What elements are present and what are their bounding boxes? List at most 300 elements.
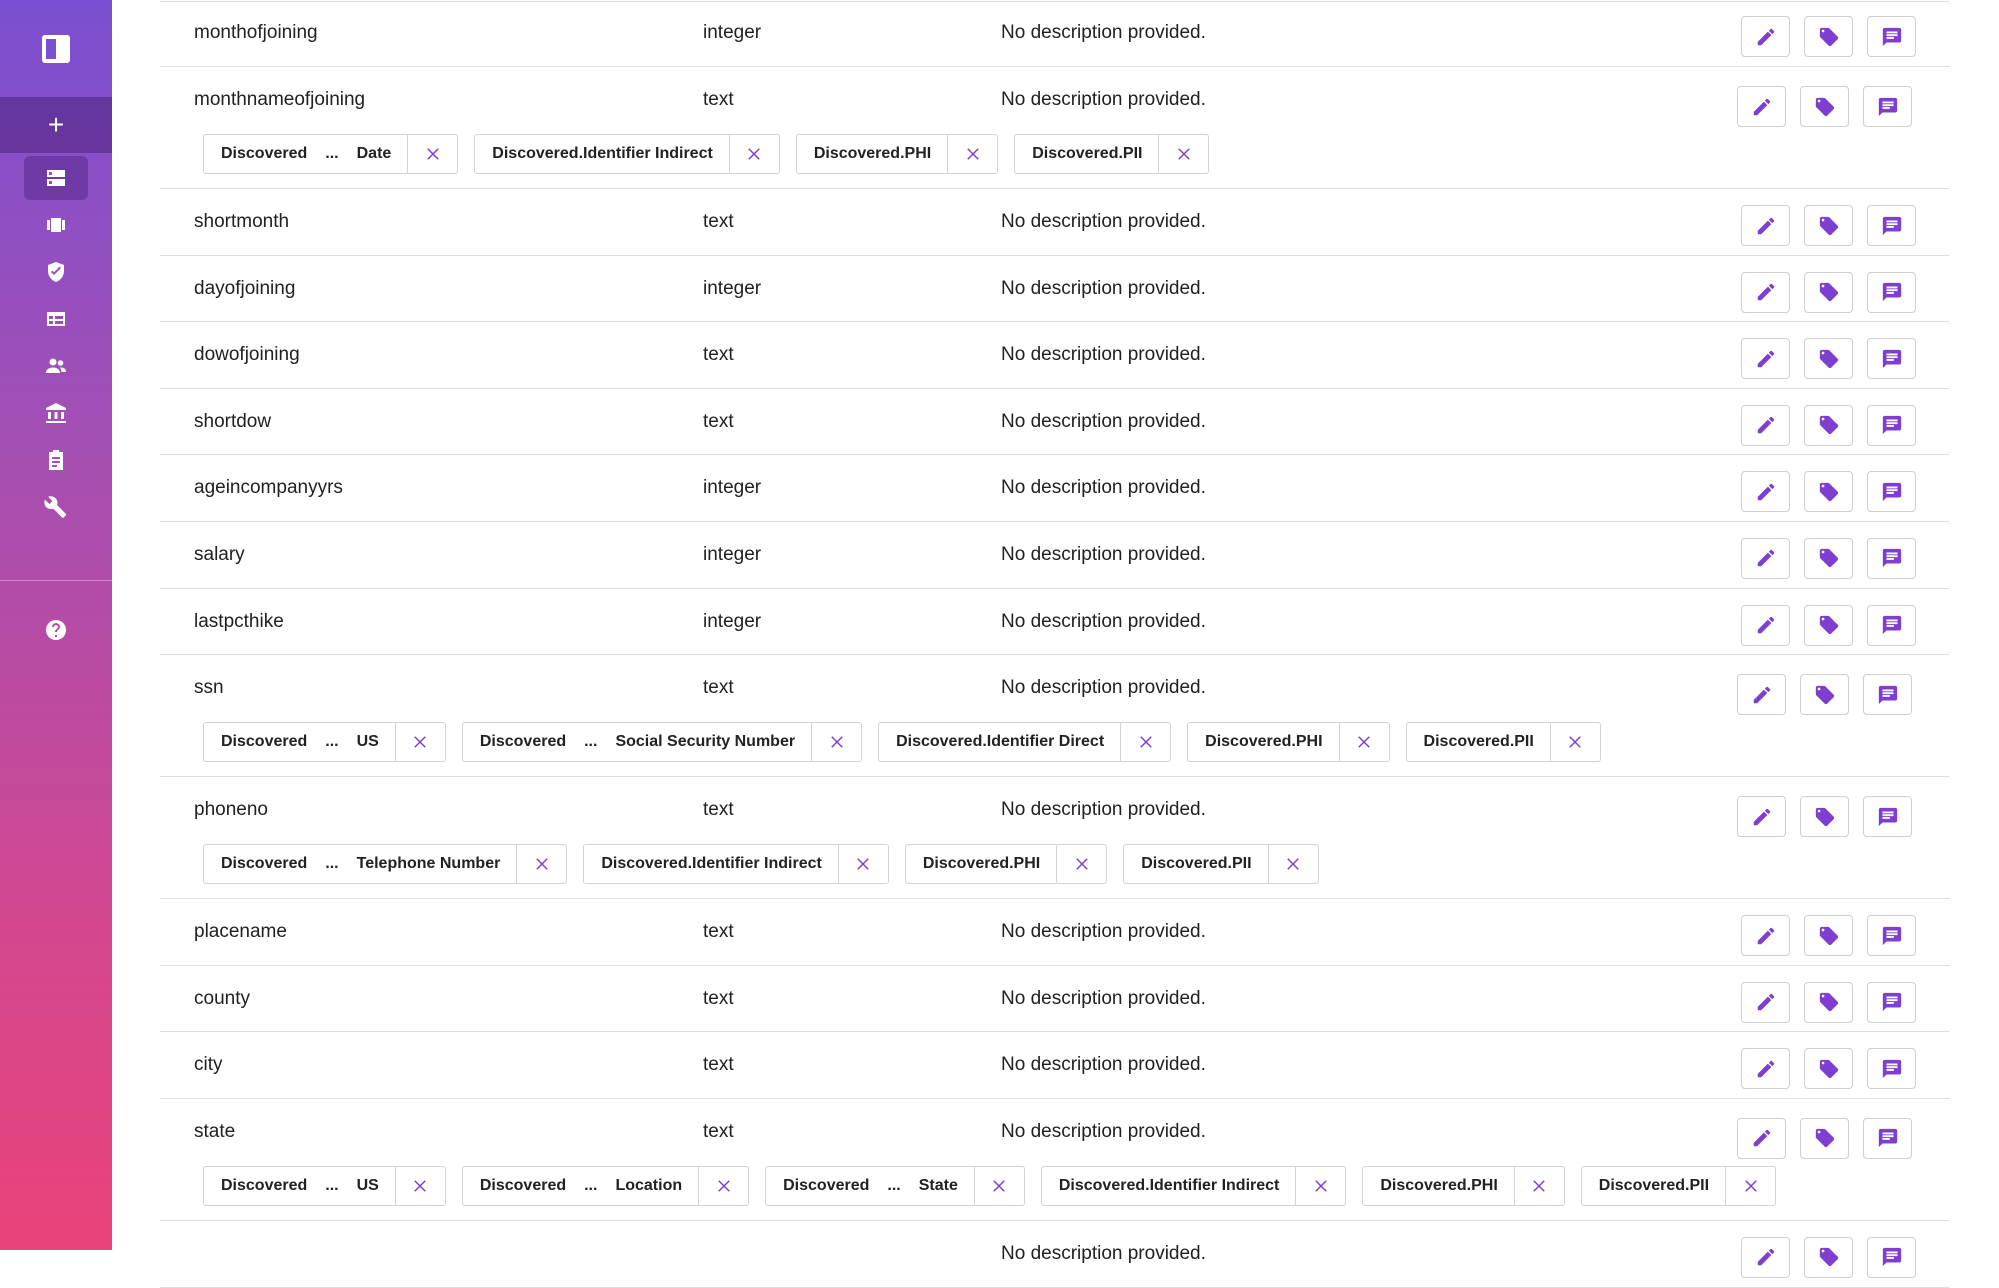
close-icon [533,855,551,873]
comment-button[interactable] [1867,405,1916,446]
column-description: No description provided. [1001,1242,1206,1264]
close-icon [1742,1177,1760,1195]
wrench-icon [44,495,68,519]
comment-icon [1881,481,1903,503]
tag-label-part: ... [887,1176,901,1194]
row-actions [1737,86,1912,127]
tag-label-part: Social Security Number [615,733,796,751]
table-row [160,1099,1950,1221]
tag-label-part: Discovered.Identifier Indirect [492,145,713,162]
tag-label-part: Discovered [783,1176,870,1194]
tag-icon [1818,281,1840,303]
comment-icon [1881,414,1903,436]
comment-icon [1877,684,1899,706]
column-type: text [703,987,734,1009]
tag-icon [1818,991,1840,1013]
sidebar-item-table[interactable] [24,297,88,341]
column-type: integer [703,543,762,565]
comment-icon [1877,806,1899,828]
column-name: shortmonth [194,211,290,232]
row-actions [1741,471,1916,512]
column-description: No description provided. [1001,543,1206,565]
remove-tag-button[interactable] [1339,723,1389,761]
remove-tag-button[interactable] [838,845,888,883]
tag-label-part: ... [584,1176,598,1194]
tag-chip[interactable] [203,134,458,174]
column-type: text [703,799,734,821]
tag-chip[interactable] [905,844,1107,884]
comment-button[interactable] [1867,1048,1916,1089]
help-button[interactable] [24,608,88,652]
tag-icon [1818,481,1840,503]
sidebar-item-wrench[interactable] [24,485,88,529]
add-tag-button[interactable] [1800,86,1849,127]
row-actions [1741,205,1916,246]
tag-chip[interactable] [1581,1166,1776,1206]
tag-label [463,1177,698,1195]
close-icon [990,1177,1008,1195]
column-type: text [703,1120,734,1142]
tag-label [1582,1177,1725,1195]
tag-icon [1818,1058,1840,1080]
tag-label-part: State [918,1176,958,1194]
tag-chip[interactable] [1187,722,1389,762]
edit-button[interactable] [1741,982,1790,1023]
remove-tag-button[interactable] [974,1167,1024,1205]
column-description: No description provided. [1001,277,1206,299]
tag-list [203,134,1209,174]
tag-icon [1814,684,1836,706]
close-icon [1355,733,1373,751]
comment-button[interactable] [1867,338,1916,379]
add-tag-button[interactable] [1804,982,1853,1023]
tag-label-part: ... [325,855,339,873]
pencil-icon [1755,1246,1777,1268]
table-row [160,455,1950,522]
close-icon [1312,1177,1330,1195]
close-icon [1284,855,1302,873]
column-type: text [703,677,734,699]
column-name: monthnameofjoining [194,89,366,110]
row-actions [1741,338,1916,379]
add-tag-button[interactable] [1804,538,1853,579]
pencil-icon [1751,96,1773,118]
tag-label-part: Discovered.PII [1598,1176,1710,1194]
remove-tag-button[interactable] [1725,1167,1775,1205]
tag-label-part: Discovered [479,733,567,751]
column-name: salary [194,543,245,565]
column-type: text [703,89,734,110]
sidebar-item-bank[interactable] [24,391,88,435]
tag-label [1188,733,1338,751]
columns-table [160,0,1950,1288]
pencil-icon [1755,1058,1777,1080]
comment-button[interactable] [1863,796,1912,837]
comment-icon [1881,281,1903,303]
tag-icon [1818,26,1840,48]
tag-chip[interactable] [203,844,567,884]
remove-tag-button[interactable] [1268,845,1318,883]
add-tag-button[interactable] [1804,205,1853,246]
table-icon [44,307,68,331]
remove-tag-button[interactable] [1514,1167,1564,1205]
column-type: integer [703,277,762,299]
close-icon [424,145,442,163]
comment-button[interactable] [1863,674,1912,715]
close-icon [1175,145,1193,163]
tag-icon [1818,215,1840,237]
tag-label-part: ... [325,145,339,162]
remove-tag-button[interactable] [811,723,861,761]
column-name: dowofjoining [194,344,300,366]
column-description: No description provided. [1001,677,1206,699]
close-icon [828,733,846,751]
tag-label-part: Discovered.PII [1423,733,1534,751]
close-icon [1530,1177,1548,1195]
pencil-icon [1755,547,1777,569]
tag-label [1363,1177,1513,1195]
people-icon [44,354,68,378]
tag-icon [1818,925,1840,947]
tag-chip[interactable] [1362,1166,1564,1206]
edit-button[interactable] [1741,338,1790,379]
sidebar-item-collections[interactable] [24,203,88,247]
tag-label-part: ... [584,733,598,751]
tag-label [584,855,838,873]
edit-button[interactable] [1737,674,1786,715]
tag-label [1042,1177,1296,1195]
column-description: No description provided. [1001,344,1206,366]
tag-chip[interactable] [462,1166,749,1206]
sidebar [0,0,112,1250]
add-tag-button[interactable] [1804,338,1853,379]
add-tag-button[interactable] [1804,1237,1853,1278]
column-type: text [703,1054,734,1076]
row-actions [1737,674,1912,715]
table-row [160,1221,1950,1288]
row-actions [1737,796,1912,837]
edit-button[interactable] [1741,1237,1790,1278]
row-actions [1741,605,1916,646]
edit-button[interactable] [1741,1048,1790,1089]
table-row [160,777,1950,899]
edit-button[interactable] [1741,915,1790,956]
tag-chip[interactable] [1123,844,1318,884]
add-tag-button[interactable] [1804,1048,1853,1089]
close-icon [964,145,982,163]
tag-label-part: Discovered [221,733,308,751]
tag-chip[interactable] [474,134,780,174]
add-tag-button[interactable] [1804,405,1853,446]
tag-icon [1818,614,1840,636]
column-description: No description provided. [1001,89,1206,110]
add-tag-button[interactable] [1804,605,1853,646]
edit-button[interactable] [1741,605,1790,646]
collections-icon [44,213,68,237]
shield-icon [44,260,68,284]
tag-label-part: Discovered [221,145,308,162]
column-type: integer [703,477,762,499]
tag-label-part: Telephone Number [356,855,501,873]
column-type: text [703,921,734,943]
tag-label [1015,145,1158,163]
comment-button[interactable] [1867,982,1916,1023]
column-description: No description provided. [1001,1054,1206,1076]
tag-label [797,145,947,163]
tag-icon [1818,1246,1840,1268]
pencil-icon [1755,26,1777,48]
pencil-icon [1751,684,1773,706]
remove-tag-button[interactable] [395,723,445,761]
remove-tag-button[interactable] [1056,845,1106,883]
remove-tag-button[interactable] [516,845,566,883]
comment-icon [1881,991,1903,1013]
table-row [160,655,1950,777]
column-name: city [194,1054,223,1076]
edit-button[interactable] [1741,205,1790,246]
close-icon [1137,733,1155,751]
tag-label [463,733,811,751]
edit-button[interactable] [1741,405,1790,446]
row-actions [1741,915,1916,956]
column-description: No description provided. [1001,477,1206,499]
column-name: dayofjoining [194,277,296,299]
row-actions [1741,982,1916,1023]
pencil-icon [1755,991,1777,1013]
comment-button[interactable] [1867,471,1916,512]
column-description: No description provided. [1001,22,1206,43]
tag-list [203,722,1601,762]
tag-label-part: Discovered.PHI [813,145,932,162]
edit-button[interactable] [1741,16,1790,57]
tag-icon [1814,1127,1836,1149]
column-type: text [703,211,734,232]
tag-label-part: Discovered.PHI [1380,1176,1498,1194]
column-type: text [703,410,734,432]
table-row [160,589,1950,656]
tag-chip[interactable] [1014,134,1209,174]
tag-label-part: Discovered.Identifier Indirect [1058,1176,1280,1194]
column-description: No description provided. [1001,410,1206,432]
comment-button[interactable] [1863,1118,1912,1159]
tag-label-part: Location [615,1176,683,1194]
tag-icon [1818,547,1840,569]
help-icon [44,618,68,642]
comment-button[interactable] [1863,86,1912,127]
row-actions [1741,538,1916,579]
close-icon [1566,733,1584,751]
tag-label [204,145,407,163]
comment-icon [1877,96,1899,118]
comment-button[interactable] [1867,272,1916,313]
pencil-icon [1755,481,1777,503]
remove-tag-button[interactable] [1120,723,1170,761]
remove-tag-button[interactable] [729,135,779,173]
tag-chip[interactable] [1406,722,1601,762]
comment-button[interactable] [1867,605,1916,646]
tag-label-part: Date [356,145,392,162]
tag-label-part: Discovered [479,1176,567,1194]
row-actions [1741,1237,1916,1278]
row-actions [1741,1048,1916,1089]
column-name: ageincompanyyrs [194,477,343,499]
add-tag-button[interactable] [1800,674,1849,715]
tag-label-part: ... [325,733,339,751]
close-icon [715,1177,733,1195]
tag-label-part: Discovered.Identifier Indirect [601,855,822,873]
add-tag-button[interactable] [1804,272,1853,313]
tag-label-part: Discovered [221,855,308,873]
tag-label-part: US [356,733,379,751]
remove-tag-button[interactable] [395,1167,445,1205]
tag-icon [1818,348,1840,370]
column-description: No description provided. [1001,987,1206,1009]
comment-button[interactable] [1867,538,1916,579]
close-icon [854,855,872,873]
column-description: No description provided. [1001,610,1206,632]
comment-button[interactable] [1867,915,1916,956]
tag-chip[interactable] [462,722,862,762]
comment-icon [1881,925,1903,947]
edit-button[interactable] [1737,1118,1786,1159]
tag-label-part: ... [325,1176,339,1194]
pencil-icon [1755,414,1777,436]
sidebar-item-dataset[interactable] [24,156,88,200]
tag-icon [1818,414,1840,436]
close-icon [745,145,763,163]
table-row [160,522,1950,589]
comment-icon [1881,348,1903,370]
column-name: county [194,987,250,1009]
tag-chip[interactable] [203,1166,446,1206]
close-icon [411,733,429,751]
add-tag-button[interactable] [1804,16,1853,57]
table-row [160,0,1950,67]
remove-tag-button[interactable] [1158,135,1208,173]
sidebar-item-people[interactable] [24,344,88,388]
pencil-icon [1755,348,1777,370]
tag-label [475,145,729,163]
column-description: No description provided. [1001,799,1206,821]
table-row [160,1032,1950,1099]
comment-button[interactable] [1867,16,1916,57]
comment-icon [1881,1058,1903,1080]
table-row [160,966,1950,1033]
sidebar-toggle[interactable] [0,0,112,97]
column-name: state [194,1120,236,1142]
tag-icon [1814,806,1836,828]
remove-tag-button[interactable] [407,135,457,173]
tag-label [204,733,395,751]
edit-button[interactable] [1741,272,1790,313]
comment-icon [1881,547,1903,569]
tag-label [204,1177,395,1195]
tag-chip[interactable] [796,134,998,174]
column-description: No description provided. [1001,921,1206,943]
tag-chip[interactable] [765,1166,1025,1206]
tag-label-part: Discovered.PII [1141,855,1252,873]
add-tag-button[interactable] [1800,1118,1849,1159]
tag-list [203,844,1319,884]
comment-icon [1881,614,1903,636]
add-tag-button[interactable] [1804,915,1853,956]
pencil-icon [1751,806,1773,828]
sidebar-item-clipboard[interactable] [24,438,88,482]
tag-icon [1814,96,1836,118]
close-icon [411,1177,429,1195]
column-name: shortdow [194,410,272,432]
row-actions [1741,272,1916,313]
column-name: lastpcthike [194,610,284,632]
table-row [160,189,1950,256]
sidebar-item-shield[interactable] [24,250,88,294]
table-row [160,899,1950,966]
pencil-icon [1755,281,1777,303]
tag-label [766,1177,974,1195]
sidebar-divider [0,580,112,581]
edit-button[interactable] [1741,471,1790,512]
edit-button[interactable] [1741,538,1790,579]
panel-icon [42,35,70,63]
tag-label [204,855,516,873]
comment-icon [1881,26,1903,48]
tag-chip[interactable] [878,722,1171,762]
edit-button[interactable] [1737,796,1786,837]
column-type: integer [703,22,762,43]
comment-button[interactable] [1867,205,1916,246]
pencil-icon [1751,1127,1773,1149]
add-tag-button[interactable] [1804,471,1853,512]
tag-chip[interactable] [203,722,446,762]
table-row [160,389,1950,456]
pencil-icon [1755,925,1777,947]
edit-button[interactable] [1737,86,1786,127]
column-type: integer [703,610,762,632]
tag-label-part: Discovered [221,1176,308,1194]
tag-chip[interactable] [1041,1166,1347,1206]
add-tag-button[interactable] [1800,796,1849,837]
tag-chip[interactable] [583,844,889,884]
clipboard-icon [44,448,68,472]
tag-label [906,855,1056,873]
comment-icon [1881,1246,1903,1268]
remove-tag-button[interactable] [698,1167,748,1205]
comment-icon [1877,1127,1899,1149]
column-name: placename [194,921,287,943]
add-button[interactable]: + [0,97,112,153]
column-name: monthofjoining [194,22,318,43]
comment-button[interactable] [1867,1237,1916,1278]
tag-label [1124,855,1267,873]
column-name: ssn [194,677,224,699]
table-row [160,67,1950,189]
tag-label-part: Discovered.PII [1032,145,1143,162]
comment-icon [1881,215,1903,237]
remove-tag-button[interactable] [1550,723,1600,761]
table-row [160,322,1950,389]
tag-list [203,1166,1776,1206]
row-actions [1741,16,1916,57]
column-description: No description provided. [1001,211,1206,232]
close-icon [1073,855,1091,873]
row-actions [1741,405,1916,446]
tag-label-part: US [356,1176,379,1194]
remove-tag-button[interactable] [947,135,997,173]
bank-icon [44,401,68,425]
column-name: phoneno [194,799,268,821]
column-type: text [703,344,734,366]
remove-tag-button[interactable] [1295,1167,1345,1205]
